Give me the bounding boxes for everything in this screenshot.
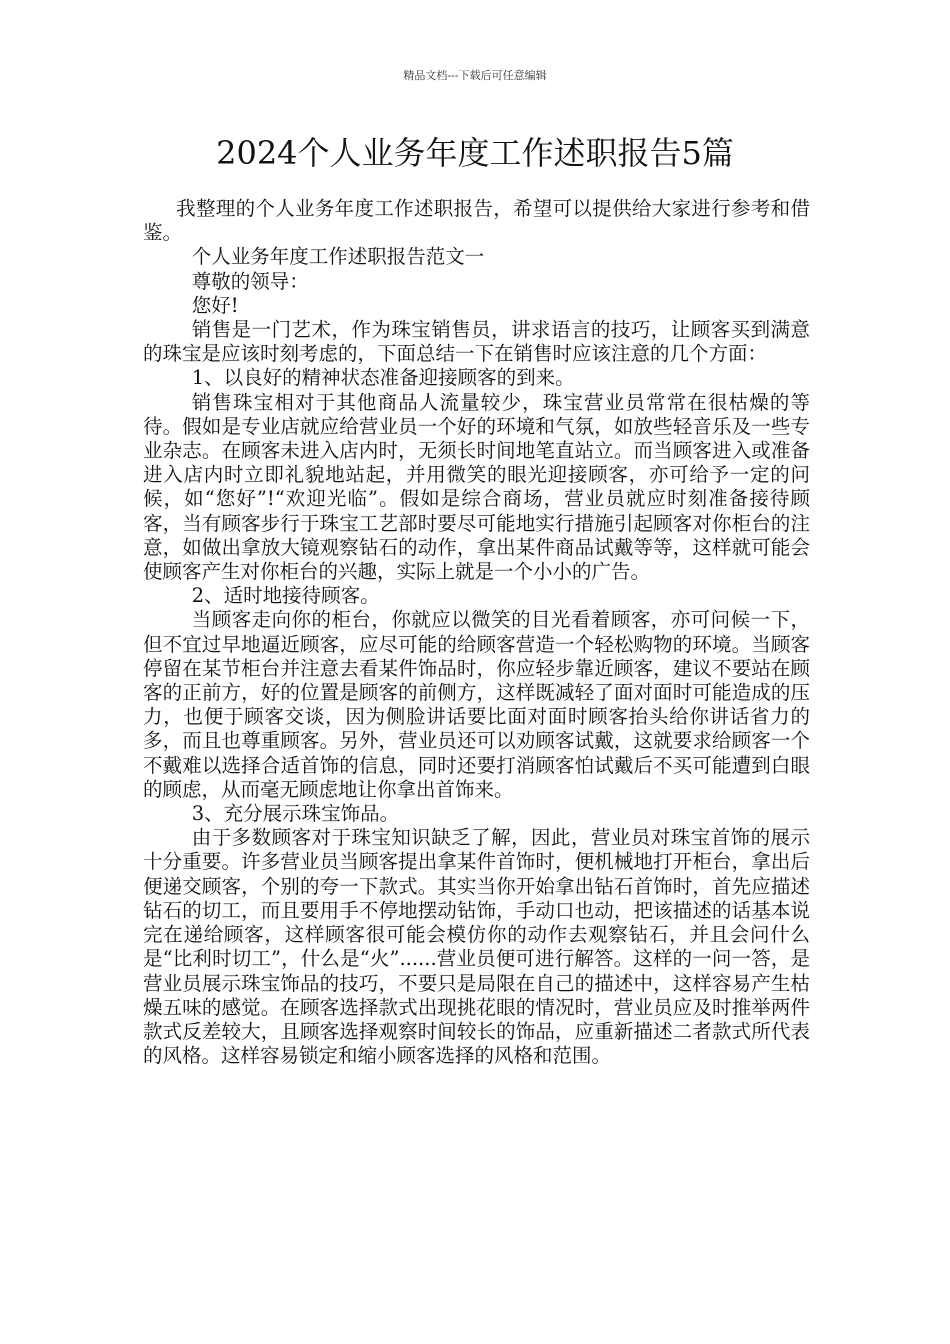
page-header-note: 精品文档---下载后可任意编辑 [403,69,547,82]
section-heading: 个人业务年度工作述职报告范文一 [191,245,485,269]
intro-paragraph: 我整理的个人业务年度工作述职报告，希望可以提供给大家进行参考和借鉴。 [143,197,810,245]
salutation: 尊敬的领导： [191,269,309,293]
greeting: 您好! [191,293,239,317]
point-heading-2: 2、适时地接待顾客。 [191,584,380,608]
body-paragraph: 当顾客走向你的柜台，你就应以微笑的目光看着顾客，亦可问候一下，但不宜过早地逼近顾客，应尽可能的给顾客营造一个轻松购物的环境。当顾客停留在某节柜台并注意去看某件饰品时，你应轻步靠近顾客，建议不要站在顾客的正前方，好的位置是顾客的前侧方，这样既减轻了面对面时可能造成的压力，也便于顾客交谈，因为侧脸讲话要比面对面时顾客抬头给你讲话省力的多，而且也尊重顾客。另外，营业员还可以劝顾客试戴，这就要求给顾客一个不戴难以选择合适首饰的信息，同时还要打消顾客怕试戴后不买可能遭到白眼的顾虑，从而毫无顾虑地让你拿出首饰来。 [143,608,810,801]
document-title: 2024个人业务年度工作述职报告5篇 [216,134,734,172]
document-body [143,197,810,1068]
point-heading-3: 3、充分展示珠宝饰品。 [191,802,400,826]
body-paragraph: 由于多数顾客对于珠宝知识缺乏了解，因此，营业员对珠宝首饰的展示十分重要。许多营业员当顾客提出拿某件首饰时，便机械地打开柜台，拿出后便递交顾客，个别的夸一下款式。其实当你开始拿出钻石首饰时，首先应描述钻石的切工，而且要用手不停地摆动钻饰，手动口也动，把该描述的话基本说完在递给顾客，这样顾客很可能会模仿你的动作去观察钻石，并且会问什么是“比利时切工”，什么是“火”......营业员便可进行解答。这样的一问一答，是营业员展示珠宝饰品的技巧，不要只是局限在自己的描述中，这样容易产生枯燥五味的感觉。在顾客选择款式出现挑花眼的情况时，营业员应及时推举两件款式反差较大，且顾客选择观察时间较长的饰品，应重新描述二者款式所代表的风格。这样容易锁定和缩小顾客选择的风格和范围。 [143,826,810,1068]
body-paragraph: 销售是一门艺术，作为珠宝销售员，讲求语言的技巧，让顾客买到满意的珠宝是应该时刻考虑的，下面总结一下在销售时应该注意的几个方面： [143,318,810,366]
point-heading-1: 1、以良好的精神状态准备迎接顾客的到来。 [191,366,575,390]
body-paragraph: 销售珠宝相对于其他商品人流量较少，珠宝营业员常常在很枯燥的等待。假如是专业店就应给营业员一个好的环境和气氛，如放些轻音乐及一些专业杂志。在顾客未进入店内时，无须长时间地笔直站立。而当顾客进入或准备进入店内时立即礼貌地站起，并用微笑的眼光迎接顾客，亦可给予一定的问候，如“您好”!“欢迎光临”。假如是综合商场，营业员就应时刻准备接待顾客，当有顾客步行于珠宝工艺部时要尽可能地实行措施引起顾客对你柜台的注意，如做出拿放大镜观察钻石的动作，拿出某件商品试戴等等，这样就可能会使顾客产生对你柜台的兴趣，实际上就是一个小小的广告。 [143,390,810,584]
